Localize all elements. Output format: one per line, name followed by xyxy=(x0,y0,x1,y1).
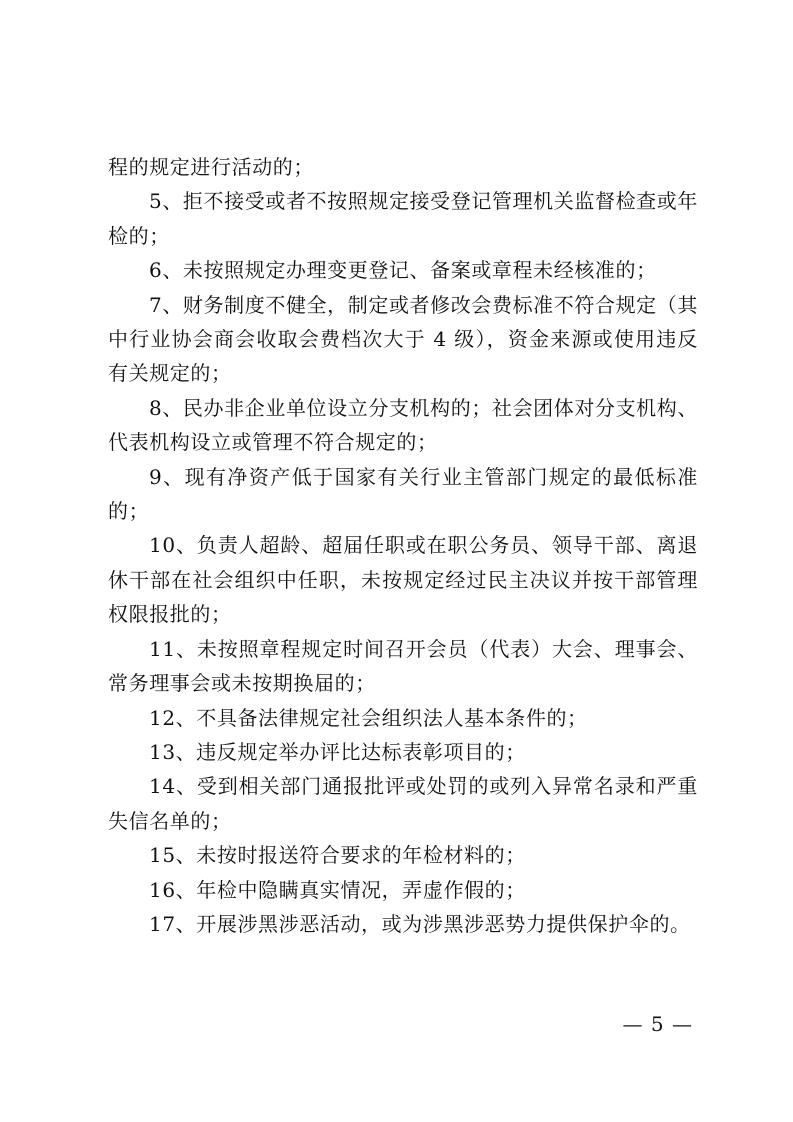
paragraph-continuation: 程的规定进行活动的； xyxy=(108,155,314,179)
list-item-14: 14、受到相关部门通报批评或处罚的或列入异常名录和严重失信名单的； xyxy=(108,774,698,833)
list-item-10: 10、负责人超龄、超届任职或在职公务员、领导干部、离退休干部在社会组织中任职，未按规定经过民主决议并按干部管理权限报批的； xyxy=(108,533,698,627)
list-item-17: 17、开展涉黑涉恶活动，或为涉黑涉恶势力提供保护伞的。 xyxy=(149,911,691,936)
list-item-7: 7、财务制度不健全，制定或者修改会费标准不符合规定（其中行业协会商会收取会费档次大于 4 级），资金来源或使用违反有关规定的； xyxy=(108,292,698,386)
list-item-11: 11、未按照章程规定时间召开会员（代表）大会、理事会、常务理事会或未按期换届的； xyxy=(108,636,698,696)
list-item-12: 12、不具备法律规定社会组织法人基本条件的； xyxy=(149,705,588,730)
list-item-6: 6、未按照规定办理变更登记、备案或章程未经核准的； xyxy=(149,258,657,283)
page-number: — 5 — xyxy=(622,1012,693,1036)
list-item-5: 5、拒不接受或者不按照规定接受登记管理机关监督检查或年检的； xyxy=(108,189,698,248)
list-item-16: 16、年检中隐瞒真实情况，弄虚作假的； xyxy=(149,877,526,902)
list-item-15: 15、未按时报送符合要求的年检材料的； xyxy=(149,843,526,868)
list-item-9: 9、现有净资产低于国家有关行业主管部门规定的最低标准的； xyxy=(108,464,698,524)
body-text xyxy=(108,150,698,941)
list-item-8: 8、民办非企业单位设立分支机构的；社会团体对分支机构、代表机构设立或管理不符合规定的； xyxy=(108,395,698,455)
list-item-13: 13、违反规定举办评比达标表彰项目的； xyxy=(149,739,526,764)
